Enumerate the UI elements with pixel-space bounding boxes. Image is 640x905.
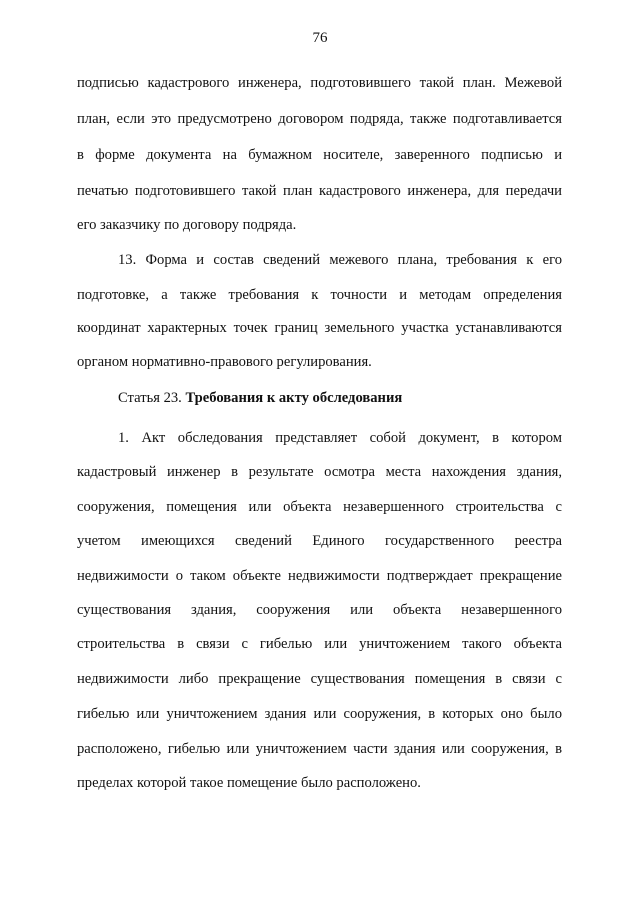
article-prefix: Статья 23. (118, 390, 186, 406)
paragraph-3-line: пределах которой такое помещение было расположено. (77, 775, 421, 791)
paragraph-3-line: 1. Акт обследования представляет собой документ, в котором (118, 430, 562, 446)
article-title: Требования к акту обследования (185, 390, 403, 406)
paragraph-1-line: план, если это предусмотрено договором подряда, также подготавливается (77, 111, 562, 127)
paragraph-2-line: 13. Форма и состав сведений межевого плана, требования к его (118, 252, 562, 268)
paragraph-3-line: недвижимости о таком объекте недвижимости подтверждает прекращение (77, 568, 562, 584)
paragraph-3-line: существования здания, сооружения или объекта незавершенного (77, 602, 562, 618)
paragraph-2-line: подготовке, а также требования к точности и методам определения (77, 287, 562, 303)
paragraph-3-line: строительства в связи с гибелью или уничтожением такого объекта (77, 636, 562, 652)
paragraph-1-line: в форме документа на бумажном носителе, заверенного подписью и (77, 147, 562, 163)
paragraph-3-line: сооружения, помещения или объекта незавершенного строительства с (77, 499, 562, 515)
paragraph-2-line: органом нормативно-правового регулирования. (77, 354, 372, 370)
paragraph-1-line: подписью кадастрового инженера, подготовившего такой план. Межевой (77, 75, 562, 91)
paragraph-3-line: учетом имеющихся сведений Единого государственного реестра (77, 533, 562, 549)
page-number: 76 (312, 30, 328, 46)
paragraph-3-line: гибелью или уничтожением здания или сооружения, в которых оно было (77, 706, 562, 722)
paragraph-1-line: его заказчику по договору подряда. (77, 217, 297, 233)
paragraph-3-line: расположено, гибелью или уничтожением части здания или сооружения, в (77, 741, 562, 757)
paragraph-1-line: печатью подготовившего такой план кадастрового инженера, для передачи (77, 183, 562, 199)
paragraph-3-line: кадастровый инженер в результате осмотра места нахождения здания, (77, 464, 562, 480)
paragraph-2-line: координат характерных точек границ земельного участка устанавливаются (77, 320, 562, 336)
paragraph-3-line: недвижимости либо прекращение существования помещения в связи с (77, 671, 562, 687)
article-heading (118, 388, 402, 408)
